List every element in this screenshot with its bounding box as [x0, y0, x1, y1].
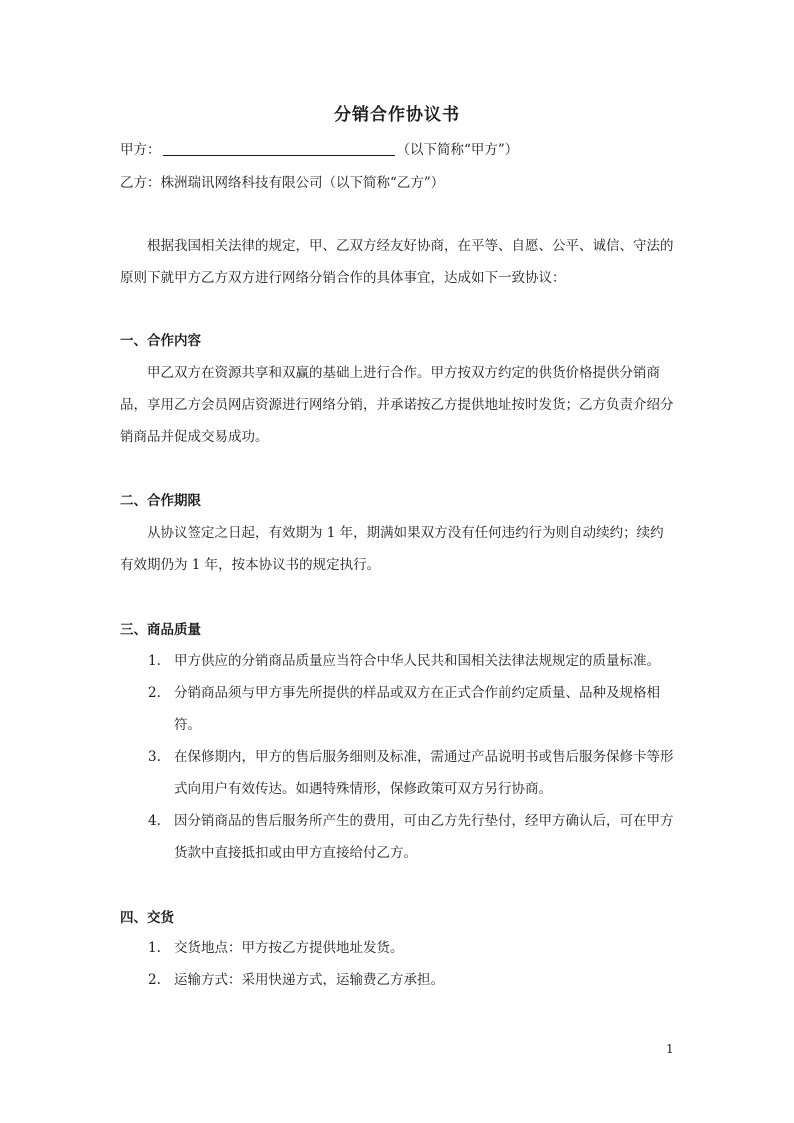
quality-list: [120, 645, 675, 869]
document-title: 分销合作协议书: [334, 105, 460, 125]
list-item-number: 2.: [148, 972, 161, 988]
list-item-text: 因分销商品的售后服务所产生的费用，可由乙方先行垫付，经甲方确认后，可在甲方货款中直接抵扣或由甲方直接给付乙方。: [174, 813, 674, 861]
delivery-list: [120, 932, 675, 996]
list-item-text: 交货地点：甲方按乙方提供地址发货。: [174, 940, 404, 956]
section-heading-delivery: 四、交货: [120, 910, 174, 926]
list-item-number: 2.: [148, 685, 161, 701]
list-item-text: 在保修期内，甲方的售后服务细则及标准，需通过产品说明书或售后服务保修卡等形式向用户有效传达。如遇特殊情形，保修政策可双方另行协商。: [174, 749, 674, 797]
page-number: 1: [666, 1042, 674, 1056]
list-item-text: 分销商品须与甲方事先所提供的样品或双方在正式合作前约定质量、品种及规格相符。: [174, 685, 660, 733]
list-item: [120, 932, 675, 964]
list-item: [120, 805, 675, 869]
section-body-term: 从协议签定之日起，有效期为 1 年，期满如果双方没有任何违约行为则自动续约；续约有效期仍为 1 年，按本协议书的规定执行。: [120, 525, 664, 573]
list-item-text: 甲方供应的分销商品质量应当符合中华人民共和国相关法律法规规定的质量标准。: [174, 653, 660, 669]
party-a-blank: [163, 141, 395, 156]
section-heading-cooperation: 一、合作内容: [120, 333, 201, 349]
party-b-line: 乙方：株洲瑞讯网络科技有限公司（以下简称“乙方”）: [120, 175, 445, 191]
party-a-label: 甲方：: [120, 142, 161, 158]
list-item-number: 4.: [148, 813, 161, 829]
intro-paragraph: 根据我国相关法律的规定，甲、乙双方经友好协商，在平等、自愿、公平、诚信、守法的原则下就甲方乙方双方进行网络分销合作的具体事宜，达成如下一致协议：: [120, 238, 674, 286]
list-item: [120, 964, 675, 996]
section-heading-quality: 三、商品质量: [120, 622, 201, 638]
section-heading-term: 二、合作期限: [120, 493, 201, 509]
list-item-number: 3.: [148, 749, 161, 765]
party-a-line: [120, 140, 680, 160]
list-item-text: 运输方式：采用快递方式，运输费乙方承担。: [174, 972, 444, 988]
section-body-cooperation: 甲乙双方在资源共享和双赢的基础上进行合作。甲方按双方约定的供货价格提供分销商品，享用乙方会员网店资源进行网络分销，并承诺按乙方提供地址按时发货；乙方负责介绍分销商品并促成交易成功。: [120, 365, 674, 445]
list-item-number: 1.: [148, 940, 161, 956]
list-item-number: 1.: [148, 653, 161, 669]
list-item: [120, 677, 675, 741]
list-item: [120, 645, 675, 677]
party-a-suffix: （以下简称“甲方”）: [396, 142, 519, 158]
list-item: [120, 741, 675, 805]
